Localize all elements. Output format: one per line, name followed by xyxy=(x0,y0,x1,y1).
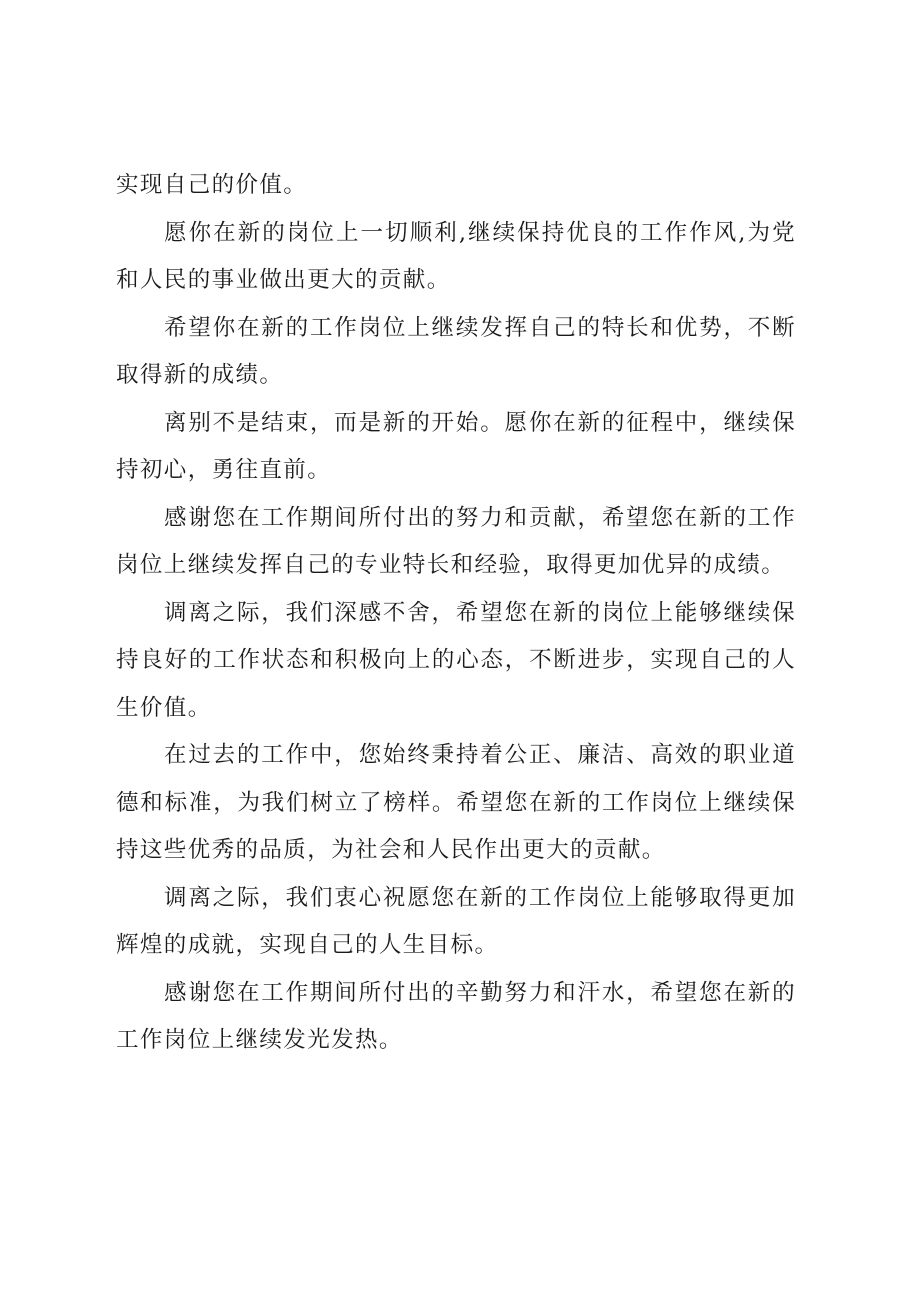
paragraph-5: 感谢您在工作期间所付出的努力和贡献，希望您在新的工作岗位上继续发挥自己的专业特长和经验，取得更加优异的成绩。 xyxy=(116,504,796,578)
paragraph-4: 离别不是结束，而是新的开始。愿你在新的征程中，继续保持初心，勇往直前。 xyxy=(116,409,796,483)
paragraph-1: 实现自己的价值。 xyxy=(116,172,308,198)
paragraph-9: 感谢您在工作期间所付出的辛勤努力和汗水，希望您在新的工作岗位上继续发光发热。 xyxy=(116,979,796,1053)
paragraph-8: 调离之际，我们衷心祝愿您在新的工作岗位上能够取得更加辉煌的成就，实现自己的人生目标。 xyxy=(116,884,796,958)
paragraph-3: 希望你在新的工作岗位上继续发挥自己的特长和优势，不断取得新的成绩。 xyxy=(116,314,796,388)
paragraph-2: 愿你在新的岗位上一切顺利,继续保持优良的工作作风,为党和人民的事业做出更大的贡献。 xyxy=(116,219,796,293)
paragraph-7: 在过去的工作中，您始终秉持着公正、廉洁、高效的职业道德和标准，为我们树立了榜样。希望您在新的工作岗位上继续保持这些优秀的品质，为社会和人民作出更大的贡献。 xyxy=(116,742,796,863)
document-body xyxy=(116,162,796,1065)
paragraph-6: 调离之际，我们深感不舍，希望您在新的岗位上能够继续保持良好的工作状态和积极向上的心态，不断进步，实现自己的人生价值。 xyxy=(116,599,796,721)
